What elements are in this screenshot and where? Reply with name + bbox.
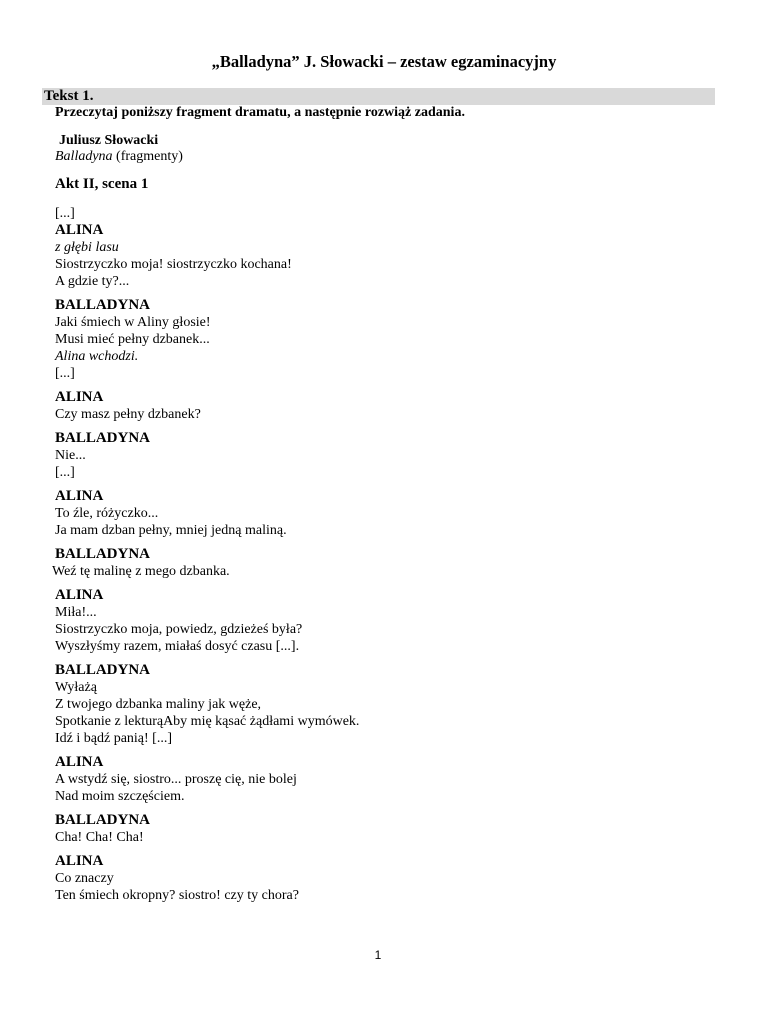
speaker-name: ALINA bbox=[55, 488, 104, 504]
work-title: Balladyna bbox=[55, 149, 113, 164]
stage-direction: z głębi lasu bbox=[55, 240, 119, 255]
dialogue-line: Wyłażą bbox=[55, 680, 97, 695]
opening-block bbox=[55, 205, 715, 222]
instruction-text: Przeczytaj poniższy fragment dramatu, a następnie rozwiąż zadania. bbox=[55, 105, 465, 120]
dialogue-line: Co znaczy bbox=[55, 871, 114, 886]
dialogue-line: [...] bbox=[55, 465, 75, 480]
dialogue-line: Siostrzyczko moja! siostrzyczko kochana! bbox=[55, 257, 292, 272]
ellipsis-line: [...] bbox=[55, 366, 75, 381]
dialogue-block bbox=[55, 389, 715, 423]
dialogue-block bbox=[55, 222, 715, 290]
dialogue-line: Siostrzyczko moja, powiedz, gdzieżeś była? bbox=[55, 622, 303, 637]
dialogue-block bbox=[55, 812, 715, 846]
speaker-name: BALLADYNA bbox=[55, 297, 151, 313]
speaker-name: BALLADYNA bbox=[55, 812, 151, 828]
speaker-name: BALLADYNA bbox=[55, 546, 151, 562]
dialogue-line: Weź tę malinę z mego dzbanka. bbox=[52, 564, 230, 579]
document-title: „Balladyna” J. Słowacki – zestaw egzaminacyjny bbox=[211, 52, 557, 71]
speaker-name: ALINA bbox=[55, 754, 104, 770]
dialogue-line: Cha! Cha! Cha! bbox=[55, 830, 144, 845]
dialogue-line: Idź i bądź panią! [...] bbox=[55, 731, 172, 746]
dialogue-line: Nad moim szczęściem. bbox=[55, 789, 185, 804]
dialogue-block bbox=[55, 587, 715, 655]
dialogue-line: Spotkanie z lekturąAby mię kąsać żądłami wymówek. bbox=[55, 714, 360, 729]
dialogue-block bbox=[52, 546, 715, 580]
dialogue-block bbox=[55, 297, 715, 382]
dialogue-line: A gdzie ty?... bbox=[55, 274, 130, 289]
dialogue-block bbox=[55, 754, 715, 805]
dialogue-block bbox=[55, 853, 715, 904]
speaker-name: ALINA bbox=[55, 587, 104, 603]
speaker-name: BALLADYNA bbox=[55, 662, 151, 678]
dialogue-line: Czy masz pełny dzbanek? bbox=[55, 407, 201, 422]
author-name: Juliusz Słowacki bbox=[59, 133, 159, 148]
dialogue-line: Jaki śmiech w Aliny głosie! bbox=[55, 315, 211, 330]
speaker-name: ALINA bbox=[55, 222, 104, 238]
work-note: (fragmenty) bbox=[112, 149, 183, 164]
ellipsis-line: [...] bbox=[55, 206, 75, 221]
stage-direction: Alina wchodzi. bbox=[55, 349, 139, 364]
speaker-name: ALINA bbox=[55, 389, 104, 405]
dialogue-line: Wyszłyśmy razem, miałaś dosyć czasu [...]. bbox=[55, 639, 300, 654]
dialogue-line: Ten śmiech okropny? siostro! czy ty chora? bbox=[55, 888, 299, 903]
dialogue-line: Z twojego dzbanka maliny jak węże, bbox=[55, 697, 262, 712]
dialogue-line: A wstydź się, siostro... proszę cię, nie bolej bbox=[55, 772, 297, 787]
speaker-name: BALLADYNA bbox=[55, 430, 151, 446]
act-heading: Akt II, scena 1 bbox=[55, 176, 149, 192]
dialogue-line: Ja mam dzban pełny, mniej jedną maliną. bbox=[55, 523, 287, 538]
dialogue-block bbox=[55, 662, 715, 747]
dialogue-block bbox=[55, 488, 715, 539]
work-reference bbox=[55, 149, 183, 165]
speaker-name: ALINA bbox=[55, 853, 104, 869]
dialogue-line: Miła!... bbox=[55, 605, 97, 620]
dialogue-line: To źle, różyczko... bbox=[55, 506, 159, 521]
dialogue-line: Musi mieć pełny dzbanek... bbox=[55, 332, 210, 347]
page-number: 1 bbox=[374, 948, 382, 962]
dialogue-block bbox=[55, 430, 715, 481]
section-header: Tekst 1. bbox=[42, 88, 715, 105]
drama-fragment bbox=[52, 205, 715, 911]
dialogue-line: Nie... bbox=[55, 448, 86, 463]
